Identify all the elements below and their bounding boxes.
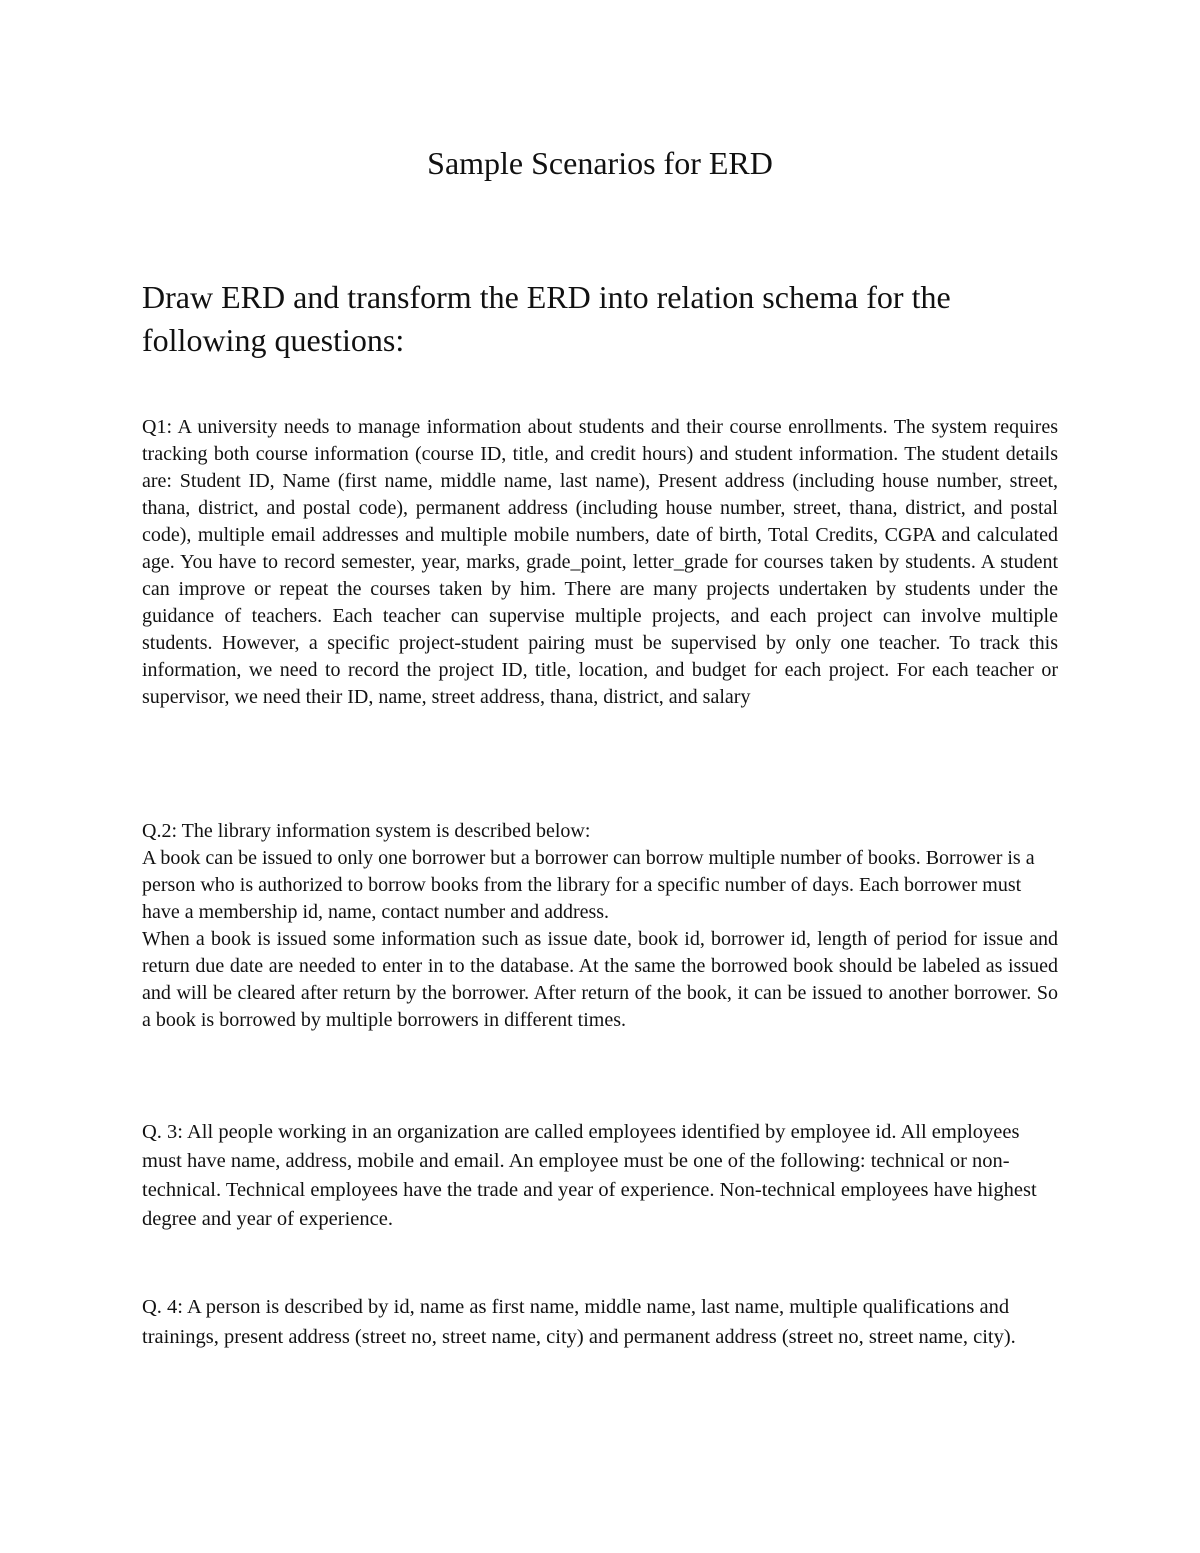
question-2-intro: Q.2: The library information system is described below: xyxy=(142,820,591,842)
document-title: Sample Scenarios for ERD xyxy=(427,145,773,181)
question-1: Q1: A university needs to manage information about students and their course enrollments. The system requires tracking both course information (course ID, title, and credit hours) and student information. The student details are: Student ID, Name (first name, middle name, last name), Present address (including house number, street, thana, district, and postal code), permanent address (including house number, street, thana, district, and postal code), multiple email addresses and multiple mobile numbers, date of birth, Total Credits, CGPA and calculated age. You have to record semester, year, marks, grade_point, letter_grade for courses taken by students. A student can improve or repeat the courses taken by him. There are many projects undertaken by students under the guidance of teachers. Each teacher can supervise multiple projects, and each project can involve multiple students. However, a specific project-student pairing must be supervised by only one teacher. To track this information, we need to record the project ID, title, location, and budget for each project. For each teacher or supervisor, we need their ID, name, street address, thana, district, and salary xyxy=(142,416,1058,708)
question-2-paragraph-2: When a book is issued some information such as issue date, book id, borrower id, length of period for issue and return due date are needed to enter in to the database. At the same the borrowed book should be labeled as issued and will be cleared after return by the borrower. After return of the book, it can be issued to another borrower. So a book is borrowed by multiple borrowers in different times. xyxy=(142,928,1058,1031)
instructions-heading: Draw ERD and transform the ERD into relation schema for the following questions: xyxy=(142,279,951,358)
question-3: Q. 3: All people working in an organization are called employees identified by employee id. All employees must have name, address, mobile and email. An employee must be one of the following: technical or non-technical. Technical employees have the trade and year of experience. Non-technical employees have highest degree and year of experience. xyxy=(142,1121,1037,1230)
question-2-paragraph-1: A book can be issued to only one borrower but a borrower can borrow multiple number of books. Borrower is a person who is authorized to borrow books from the library for a specific number of days. Each borrower must have a membership id, name, contact number and address. xyxy=(142,847,1035,923)
question-2 xyxy=(142,818,1058,1034)
question-4: Q. 4: A person is described by id, name as first name, middle name, last name, multiple qualifications and trainings, present address (street no, street name, city) and permanent address (street no, street name, city). xyxy=(142,1296,1016,1348)
